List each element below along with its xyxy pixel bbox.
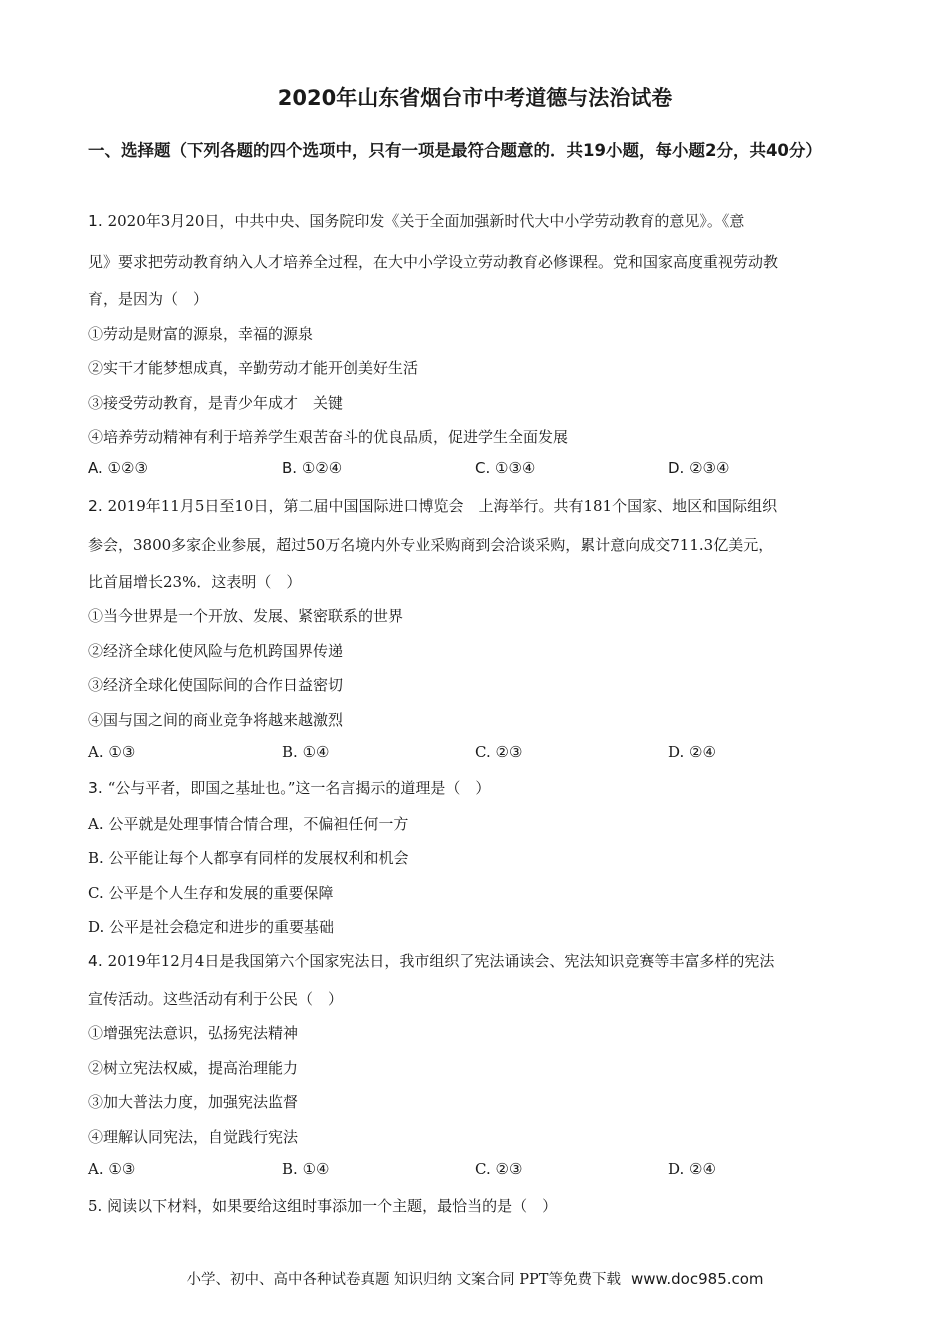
question-2-item-2: ②经济全球化使风险与危机跨国界传递	[88, 642, 344, 660]
question-1-options	[88, 459, 878, 481]
question-1-item-3: ③接受劳动教育，是青少年成才 关键	[88, 394, 344, 412]
footer-url[interactable]: www.doc985.com	[630, 1270, 764, 1288]
question-4-option-a: A. ①③	[88, 1160, 136, 1178]
page-footer	[0, 1268, 950, 1289]
question-4-option-d: D. ②④	[668, 1160, 716, 1178]
question-3-option-c: C. 公平是个人生存和发展的重要保障	[88, 884, 334, 902]
question-2-number: 2.	[88, 497, 103, 515]
question-2-option-c: C. ②③	[475, 743, 523, 761]
question-1-option-b: B. ①②④	[282, 459, 343, 477]
question-2-item-1: ①当今世界是一个开放、发展、紧密联系的世界	[88, 607, 404, 625]
question-1-item-2: ②实干才能梦想成真，辛勤劳动才能开创美好生活	[88, 359, 419, 377]
question-3-option-b: B. 公平能让每个人都享有同样的发展权利和机会	[88, 849, 409, 867]
question-1-option-d: D. ②③④	[668, 459, 730, 477]
question-2-options	[88, 743, 878, 765]
question-1-item-1: ①劳动是财富的源泉，幸福的源泉	[88, 325, 314, 343]
question-3-option-a: A. 公平就是处理事情合情合理，不偏袒任何一方	[88, 815, 409, 833]
question-4-option-c: C. ②③	[475, 1160, 523, 1178]
question-4-options	[88, 1160, 878, 1182]
question-2-item-4: ④国与国之间的商业竞争将越来越激烈	[88, 711, 344, 729]
question-2-stem-line-3: 比首届增长23%．这表明（ ）	[88, 573, 302, 591]
question-2-stem-line-2: 参会，3800多家企业参展，超过50万名境内外专业采购商到会洽谈采购，累计意向成交711.3亿美元，	[88, 536, 774, 554]
question-1-item-4: ④培养劳动精神有利于培养学生艰苦奋斗的优良品质，促进学生全面发展	[88, 428, 569, 446]
question-4-item-1: ①增强宪法意识，弘扬宪法精神	[88, 1024, 299, 1042]
question-1-option-a: A. ①②③	[88, 459, 148, 477]
question-4-number: 4.	[88, 952, 103, 970]
question-1-number: 1.	[88, 212, 103, 230]
question-4-item-2: ②树立宪法权威，提高治理能力	[88, 1059, 299, 1077]
question-5-stem: 5. 阅读以下材料，如果要给这组时事添加一个主题，最恰当的是（ ）	[88, 1197, 558, 1215]
question-1-option-c: C. ①③④	[475, 459, 536, 477]
question-2-option-d: D. ②④	[668, 743, 716, 761]
question-2-stem-line-1: 2. 2019年11月5日至10日，第二届中国国际进口博览会 上海举行。共有181个国家、地区和国际组织	[88, 497, 778, 515]
question-1-stem-line-3: 育，是因为（ ）	[88, 290, 209, 308]
footer-text: 小学、初中、高中各种试卷真题 知识归纳 文案合同 PPT等免费下载	[186, 1272, 621, 1288]
question-4-stem-line-1: 4. 2019年12月4日是我国第六个国家宪法日，我市组织了宪法诵读会、宪法知识竞赛等丰富多样的宪法	[88, 952, 775, 970]
question-2-option-b: B. ①④	[282, 743, 330, 761]
page-title: 2020年山东省烟台市中考道德与法治试卷	[277, 86, 673, 110]
question-2-option-a: A. ①③	[88, 743, 136, 761]
question-4-option-b: B. ①④	[282, 1160, 330, 1178]
question-4-stem-line-2: 宣传活动。这些活动有利于公民（ ）	[88, 990, 344, 1008]
question-4-item-4: ④理解认同宪法，自觉践行宪法	[88, 1128, 299, 1146]
question-3-stem: 3. “公与平者，即国之基址也。”这一名言揭示的道理是（ ）	[88, 779, 491, 797]
question-3-option-d: D. 公平是社会稳定和进步的重要基础	[88, 918, 335, 936]
question-3-number: 3.	[88, 779, 103, 797]
question-4-item-3: ③加大普法力度，加强宪法监督	[88, 1093, 299, 1111]
section-heading: 一、选择题（下列各题的四个选项中，只有一项是最符合题意的．共19小题，每小题2分，共40分）	[88, 141, 822, 160]
question-1-stem-line-2: 见》要求把劳动教育纳入人才培养全过程，在大中小学设立劳动教育必修课程。党和国家高度重视劳动教	[88, 253, 779, 271]
question-1-stem-line-1: 1. 2020年3月20日，中共中央、国务院印发《关于全面加强新时代大中小学劳动教育的意见》。《意	[88, 212, 745, 230]
question-2-item-3: ③经济全球化使国际间的合作日益密切	[88, 676, 344, 694]
